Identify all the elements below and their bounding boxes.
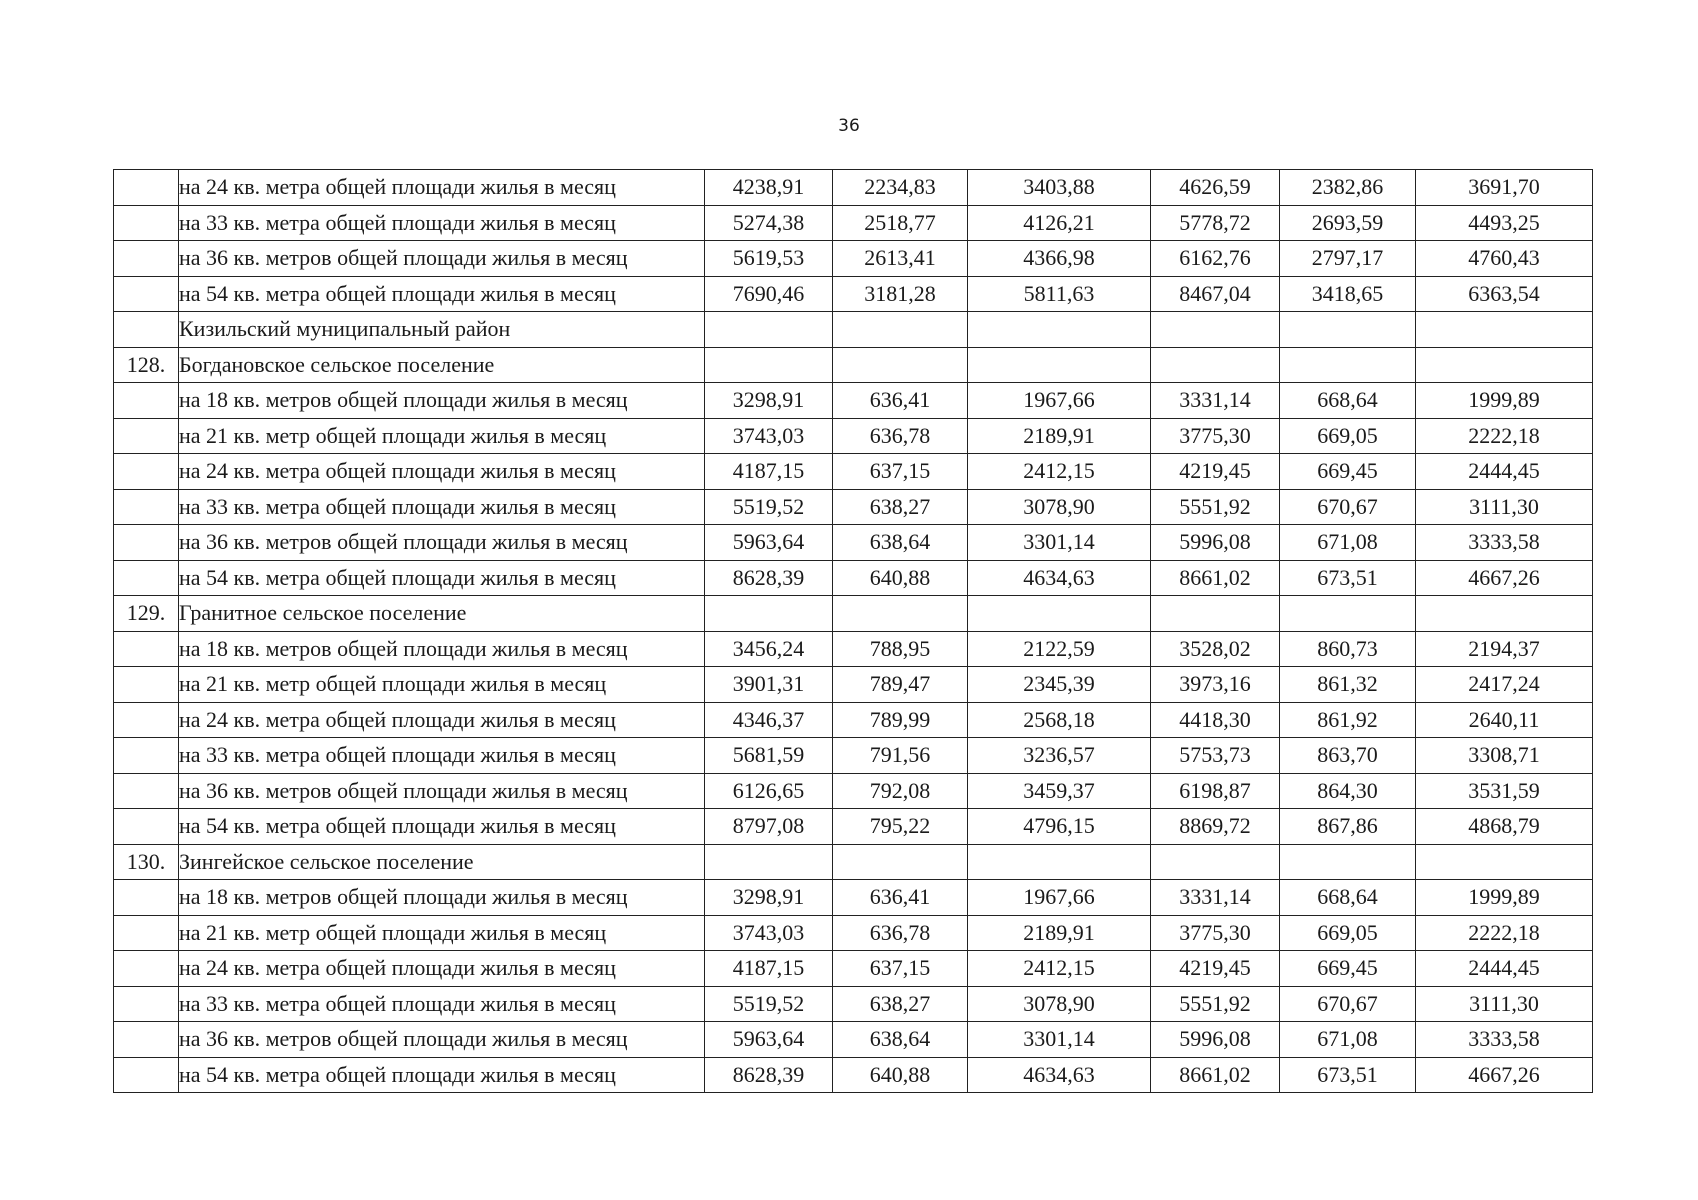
value-cell: 4219,45	[1151, 951, 1280, 987]
table-row	[114, 986, 1593, 1022]
value-cell: 670,67	[1280, 489, 1416, 525]
row-number-cell	[114, 241, 179, 277]
value-cell: 638,27	[833, 986, 968, 1022]
value-cell: 3531,59	[1416, 773, 1593, 809]
row-name-cell: на 18 кв. метров общей площади жилья в месяц	[179, 880, 705, 916]
value-cell: 3775,30	[1151, 915, 1280, 951]
row-name-cell: на 24 кв. метра общей площади жилья в месяц	[179, 454, 705, 490]
row-number-cell	[114, 454, 179, 490]
value-cell	[968, 596, 1151, 632]
value-cell	[1280, 844, 1416, 880]
value-cell: 3308,71	[1416, 738, 1593, 774]
value-cell: 8628,39	[705, 560, 833, 596]
value-cell: 1999,89	[1416, 880, 1593, 916]
value-cell: 861,32	[1280, 667, 1416, 703]
value-cell: 638,64	[833, 1022, 968, 1058]
table-row	[114, 915, 1593, 951]
value-cell	[1280, 596, 1416, 632]
value-cell	[1280, 347, 1416, 383]
value-cell: 2345,39	[968, 667, 1151, 703]
value-cell: 795,22	[833, 809, 968, 845]
table-row	[114, 951, 1593, 987]
value-cell: 3298,91	[705, 880, 833, 916]
value-cell	[968, 347, 1151, 383]
row-name-cell: на 54 кв. метра общей площади жилья в месяц	[179, 560, 705, 596]
value-cell: 4346,37	[705, 702, 833, 738]
value-cell: 3301,14	[968, 525, 1151, 561]
value-cell: 3181,28	[833, 276, 968, 312]
table-row	[114, 702, 1593, 738]
value-cell: 791,56	[833, 738, 968, 774]
row-name-cell: на 54 кв. метра общей площади жилья в месяц	[179, 1057, 705, 1093]
value-cell: 8661,02	[1151, 560, 1280, 596]
table-row	[114, 773, 1593, 809]
value-cell: 3078,90	[968, 489, 1151, 525]
value-cell: 3691,70	[1416, 170, 1593, 206]
row-number-cell	[114, 312, 179, 348]
value-cell: 3111,30	[1416, 489, 1593, 525]
value-cell: 3528,02	[1151, 631, 1280, 667]
value-cell: 2568,18	[968, 702, 1151, 738]
row-name-cell: на 33 кв. метра общей площади жилья в месяц	[179, 986, 705, 1022]
value-cell: 5996,08	[1151, 1022, 1280, 1058]
value-cell: 5551,92	[1151, 986, 1280, 1022]
value-cell: 2122,59	[968, 631, 1151, 667]
row-name-cell: Кизильский муниципальный район	[179, 312, 705, 348]
table-row	[114, 170, 1593, 206]
table-row	[114, 1057, 1593, 1093]
value-cell: 5963,64	[705, 1022, 833, 1058]
row-number-cell	[114, 418, 179, 454]
value-cell	[1416, 844, 1593, 880]
value-cell: 3418,65	[1280, 276, 1416, 312]
table-row	[114, 276, 1593, 312]
table-row	[114, 880, 1593, 916]
table-row	[114, 596, 1593, 632]
row-number-cell	[114, 383, 179, 419]
value-cell: 6363,54	[1416, 276, 1593, 312]
value-cell: 668,64	[1280, 880, 1416, 916]
value-cell: 673,51	[1280, 560, 1416, 596]
value-cell: 4626,59	[1151, 170, 1280, 206]
value-cell: 640,88	[833, 560, 968, 596]
value-cell	[968, 312, 1151, 348]
value-cell	[1416, 596, 1593, 632]
table-row	[114, 560, 1593, 596]
row-name-cell: на 36 кв. метров общей площади жилья в месяц	[179, 1022, 705, 1058]
value-cell: 788,95	[833, 631, 968, 667]
value-cell: 5778,72	[1151, 205, 1280, 241]
value-cell	[833, 844, 968, 880]
value-cell: 3775,30	[1151, 418, 1280, 454]
value-cell	[1151, 596, 1280, 632]
table-row	[114, 312, 1593, 348]
value-cell: 673,51	[1280, 1057, 1416, 1093]
value-cell: 792,08	[833, 773, 968, 809]
value-cell: 2382,86	[1280, 170, 1416, 206]
value-cell: 2189,91	[968, 915, 1151, 951]
row-name-cell: Зингейское сельское поселение	[179, 844, 705, 880]
value-cell	[1280, 312, 1416, 348]
row-number-cell	[114, 1057, 179, 1093]
row-name-cell: Богдановское сельское поселение	[179, 347, 705, 383]
value-cell: 2613,41	[833, 241, 968, 277]
value-cell	[833, 596, 968, 632]
value-cell: 669,45	[1280, 454, 1416, 490]
value-cell: 3459,37	[968, 773, 1151, 809]
value-cell: 4796,15	[968, 809, 1151, 845]
value-cell: 4868,79	[1416, 809, 1593, 845]
value-cell: 2518,77	[833, 205, 968, 241]
row-name-cell: на 21 кв. метр общей площади жилья в месяц	[179, 667, 705, 703]
value-cell: 638,27	[833, 489, 968, 525]
table-row	[114, 667, 1593, 703]
table-row	[114, 383, 1593, 419]
value-cell: 3333,58	[1416, 1022, 1593, 1058]
row-number-cell: 128.	[114, 347, 179, 383]
value-cell: 3333,58	[1416, 525, 1593, 561]
value-cell: 3331,14	[1151, 383, 1280, 419]
value-cell: 5519,52	[705, 986, 833, 1022]
row-name-cell: на 18 кв. метров общей площади жилья в месяц	[179, 383, 705, 419]
value-cell: 2412,15	[968, 454, 1151, 490]
value-cell: 6126,65	[705, 773, 833, 809]
value-cell: 2234,83	[833, 170, 968, 206]
value-cell: 5619,53	[705, 241, 833, 277]
value-cell: 5811,63	[968, 276, 1151, 312]
table-row	[114, 205, 1593, 241]
row-name-cell: на 21 кв. метр общей площади жилья в месяц	[179, 915, 705, 951]
value-cell	[705, 312, 833, 348]
value-cell	[705, 347, 833, 383]
table-row	[114, 738, 1593, 774]
row-number-cell: 129.	[114, 596, 179, 632]
value-cell: 1967,66	[968, 880, 1151, 916]
value-cell: 636,41	[833, 383, 968, 419]
value-cell: 4366,98	[968, 241, 1151, 277]
value-cell: 3403,88	[968, 170, 1151, 206]
value-cell: 5551,92	[1151, 489, 1280, 525]
value-cell: 6198,87	[1151, 773, 1280, 809]
row-name-cell: на 18 кв. метров общей площади жилья в месяц	[179, 631, 705, 667]
value-cell: 8467,04	[1151, 276, 1280, 312]
value-cell: 3111,30	[1416, 986, 1593, 1022]
value-cell: 3901,31	[705, 667, 833, 703]
value-cell: 4238,91	[705, 170, 833, 206]
value-cell	[705, 596, 833, 632]
row-number-cell	[114, 986, 179, 1022]
row-name-cell: на 24 кв. метра общей площади жилья в месяц	[179, 951, 705, 987]
row-name-cell: на 36 кв. метров общей площади жилья в месяц	[179, 525, 705, 561]
row-number-cell	[114, 667, 179, 703]
table-body	[114, 170, 1593, 1093]
value-cell: 3743,03	[705, 915, 833, 951]
value-cell: 864,30	[1280, 773, 1416, 809]
value-cell: 4219,45	[1151, 454, 1280, 490]
value-cell: 636,78	[833, 915, 968, 951]
value-cell: 3078,90	[968, 986, 1151, 1022]
row-name-cell: на 33 кв. метра общей площади жилья в месяц	[179, 205, 705, 241]
row-number-cell	[114, 560, 179, 596]
row-name-cell: Гранитное сельское поселение	[179, 596, 705, 632]
value-cell: 860,73	[1280, 631, 1416, 667]
value-cell: 5753,73	[1151, 738, 1280, 774]
value-cell: 669,05	[1280, 915, 1416, 951]
value-cell: 3973,16	[1151, 667, 1280, 703]
value-cell: 2417,24	[1416, 667, 1593, 703]
row-name-cell: на 36 кв. метров общей площади жилья в месяц	[179, 241, 705, 277]
value-cell: 2444,45	[1416, 951, 1593, 987]
row-number-cell: 130.	[114, 844, 179, 880]
value-cell: 863,70	[1280, 738, 1416, 774]
value-cell: 671,08	[1280, 1022, 1416, 1058]
value-cell: 867,86	[1280, 809, 1416, 845]
value-cell: 3301,14	[968, 1022, 1151, 1058]
row-name-cell: на 54 кв. метра общей площади жилья в месяц	[179, 809, 705, 845]
value-cell: 3456,24	[705, 631, 833, 667]
row-number-cell	[114, 880, 179, 916]
value-cell: 637,15	[833, 951, 968, 987]
table-row	[114, 844, 1593, 880]
row-name-cell: на 33 кв. метра общей площади жилья в месяц	[179, 738, 705, 774]
row-number-cell	[114, 489, 179, 525]
value-cell: 3743,03	[705, 418, 833, 454]
value-cell: 5996,08	[1151, 525, 1280, 561]
value-cell	[968, 844, 1151, 880]
value-cell: 2222,18	[1416, 915, 1593, 951]
row-number-cell	[114, 170, 179, 206]
row-number-cell	[114, 702, 179, 738]
value-cell	[1416, 347, 1593, 383]
row-name-cell: на 24 кв. метра общей площади жилья в месяц	[179, 170, 705, 206]
row-number-cell	[114, 773, 179, 809]
value-cell: 6162,76	[1151, 241, 1280, 277]
value-cell: 7690,46	[705, 276, 833, 312]
table-row	[114, 241, 1593, 277]
value-cell: 3236,57	[968, 738, 1151, 774]
value-cell	[1151, 844, 1280, 880]
value-cell: 669,45	[1280, 951, 1416, 987]
row-number-cell	[114, 915, 179, 951]
value-cell	[833, 347, 968, 383]
value-cell: 1967,66	[968, 383, 1151, 419]
row-name-cell: на 33 кв. метра общей площади жилья в месяц	[179, 489, 705, 525]
value-cell	[833, 312, 968, 348]
value-cell: 637,15	[833, 454, 968, 490]
value-cell: 2194,37	[1416, 631, 1593, 667]
value-cell: 789,99	[833, 702, 968, 738]
value-cell	[1151, 347, 1280, 383]
value-cell: 8869,72	[1151, 809, 1280, 845]
value-cell: 2693,59	[1280, 205, 1416, 241]
table-row	[114, 454, 1593, 490]
row-name-cell: на 54 кв. метра общей площади жилья в месяц	[179, 276, 705, 312]
value-cell: 5274,38	[705, 205, 833, 241]
value-cell: 4187,15	[705, 454, 833, 490]
value-cell: 2189,91	[968, 418, 1151, 454]
page-number: 36	[838, 116, 860, 136]
row-name-cell: на 36 кв. метров общей площади жилья в месяц	[179, 773, 705, 809]
value-cell: 668,64	[1280, 383, 1416, 419]
table-row	[114, 1022, 1593, 1058]
value-cell	[705, 844, 833, 880]
table-row	[114, 489, 1593, 525]
value-cell: 3331,14	[1151, 880, 1280, 916]
row-number-cell	[114, 738, 179, 774]
row-number-cell	[114, 951, 179, 987]
row-number-cell	[114, 525, 179, 561]
value-cell: 640,88	[833, 1057, 968, 1093]
value-cell: 8797,08	[705, 809, 833, 845]
value-cell: 4418,30	[1151, 702, 1280, 738]
table-row	[114, 525, 1593, 561]
row-number-cell	[114, 205, 179, 241]
table-row	[114, 809, 1593, 845]
row-number-cell	[114, 276, 179, 312]
value-cell: 5963,64	[705, 525, 833, 561]
table-row	[114, 418, 1593, 454]
tariff-table	[113, 169, 1593, 1093]
value-cell: 3298,91	[705, 383, 833, 419]
value-cell: 1999,89	[1416, 383, 1593, 419]
value-cell: 670,67	[1280, 986, 1416, 1022]
row-number-cell	[114, 1022, 179, 1058]
value-cell: 2222,18	[1416, 418, 1593, 454]
value-cell: 8661,02	[1151, 1057, 1280, 1093]
value-cell: 4760,43	[1416, 241, 1593, 277]
value-cell: 669,05	[1280, 418, 1416, 454]
value-cell: 638,64	[833, 525, 968, 561]
value-cell: 5519,52	[705, 489, 833, 525]
value-cell: 2797,17	[1280, 241, 1416, 277]
value-cell: 636,41	[833, 880, 968, 916]
value-cell: 2412,15	[968, 951, 1151, 987]
table-row	[114, 347, 1593, 383]
value-cell: 789,47	[833, 667, 968, 703]
row-name-cell: на 24 кв. метра общей площади жилья в месяц	[179, 702, 705, 738]
value-cell: 671,08	[1280, 525, 1416, 561]
value-cell: 5681,59	[705, 738, 833, 774]
value-cell: 4667,26	[1416, 560, 1593, 596]
value-cell: 861,92	[1280, 702, 1416, 738]
value-cell: 2444,45	[1416, 454, 1593, 490]
value-cell: 2640,11	[1416, 702, 1593, 738]
value-cell	[1151, 312, 1280, 348]
value-cell: 4634,63	[968, 1057, 1151, 1093]
row-number-cell	[114, 631, 179, 667]
value-cell: 4493,25	[1416, 205, 1593, 241]
value-cell: 4187,15	[705, 951, 833, 987]
table-row	[114, 631, 1593, 667]
value-cell: 4634,63	[968, 560, 1151, 596]
row-number-cell	[114, 809, 179, 845]
row-name-cell: на 21 кв. метр общей площади жилья в месяц	[179, 418, 705, 454]
value-cell: 4126,21	[968, 205, 1151, 241]
value-cell	[1416, 312, 1593, 348]
value-cell: 4667,26	[1416, 1057, 1593, 1093]
value-cell: 636,78	[833, 418, 968, 454]
value-cell: 8628,39	[705, 1057, 833, 1093]
